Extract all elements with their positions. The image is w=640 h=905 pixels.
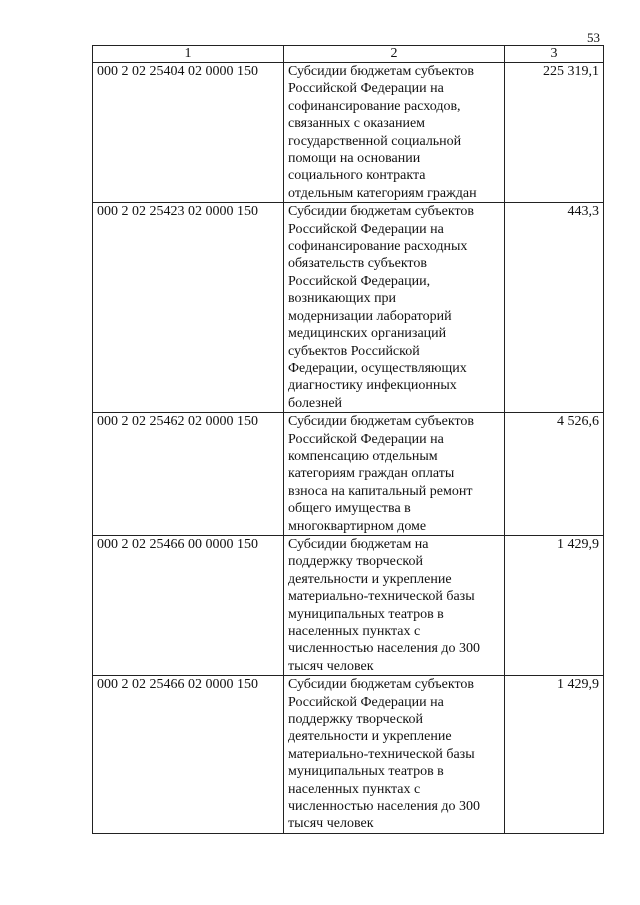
budget-classification-code: 000 2 02 25462 02 0000 150 [93, 413, 284, 536]
description-line: тысяч человек [288, 658, 374, 674]
description-line: софинансирование расходных [288, 239, 468, 255]
description-line: общего имущества в [288, 501, 411, 517]
header-column-3: 3 [505, 46, 604, 63]
description-line: социального контракта [288, 168, 426, 184]
description-line: модернизации лабораторий [288, 308, 452, 324]
budget-classification-code: 000 2 02 25466 00 0000 150 [93, 535, 284, 675]
description-line: связанных с оказанием [288, 116, 426, 132]
description-line: Субсидии бюджетам субъектов [288, 677, 475, 693]
description-line: материально-технической базы [288, 589, 475, 605]
amount-value: 1 429,9 [505, 676, 604, 834]
description-line: Субсидии бюджетам субъектов [288, 414, 475, 430]
description-line: Российской Федерации на [288, 431, 444, 447]
description-line: диагностику инфекционных [288, 378, 457, 394]
description-line: деятельности и укрепление [288, 571, 452, 587]
table-body [93, 63, 604, 834]
amount-value: 1 429,9 [505, 535, 604, 675]
amount-value: 4 526,6 [505, 413, 604, 536]
budget-classification-code: 000 2 02 25466 02 0000 150 [93, 676, 284, 834]
table-row [93, 203, 604, 413]
revenue-description [284, 413, 505, 536]
description-line: Российской Федерации на [288, 81, 444, 97]
table-row [93, 535, 604, 675]
description-line: Федерации, осуществляющих [288, 360, 467, 376]
description-line: поддержку творческой [288, 712, 424, 728]
amount-value: 443,3 [505, 203, 604, 413]
description-line: болезней [288, 395, 343, 411]
revenue-description [284, 203, 505, 413]
description-line: возникающих при [288, 291, 397, 307]
description-line: численностью населения до 300 [288, 641, 481, 657]
description-line: поддержку творческой [288, 554, 424, 570]
amount-value: 225 319,1 [505, 63, 604, 203]
page-number: 53 [587, 30, 600, 45]
description-line: деятельности и укрепление [288, 729, 452, 745]
description-line: муниципальных театров в [288, 764, 444, 780]
description-line: взноса на капитальный ремонт [288, 483, 473, 499]
table-row [93, 63, 604, 203]
description-line: многоквартирном доме [288, 518, 427, 534]
description-line: муниципальных театров в [288, 606, 444, 622]
description-line: софинансирование расходов, [288, 98, 461, 114]
description-line: медицинских организаций [288, 326, 447, 342]
description-line: Российской Федерации на [288, 694, 444, 710]
revenue-description [284, 676, 505, 834]
description-line: компенсацию отдельным [288, 448, 438, 464]
revenue-description [284, 63, 505, 203]
table-row [93, 413, 604, 536]
description-line: тысяч человек [288, 816, 374, 832]
description-line: помощи на основании [288, 151, 421, 167]
budget-classification-code: 000 2 02 25404 02 0000 150 [93, 63, 284, 203]
header-column-2: 2 [284, 46, 505, 63]
header-row [93, 46, 604, 63]
description-line: субъектов Российской [288, 343, 420, 359]
budget-table [92, 45, 604, 834]
description-line: категориям граждан оплаты [288, 466, 455, 482]
description-line: Субсидии бюджетам субъектов [288, 64, 475, 79]
description-line: Субсидии бюджетам на [288, 536, 429, 552]
table-header [93, 46, 604, 63]
budget-classification-code: 000 2 02 25423 02 0000 150 [93, 203, 284, 413]
description-line: населенных пунктах с [288, 624, 421, 639]
header-column-1: 1 [93, 46, 284, 63]
description-line: населенных пунктах с [288, 781, 421, 797]
description-line: Российской Федерации, [288, 273, 431, 289]
description-line: отдельным категориям граждан [288, 185, 477, 201]
description-line: Российской Федерации на [288, 221, 444, 237]
description-line: Субсидии бюджетам субъектов [288, 204, 475, 220]
description-line: материально-технической базы [288, 746, 475, 762]
description-line: численностью населения до 300 [288, 799, 481, 815]
description-line: обязательств субъектов [288, 256, 427, 272]
description-line: государственной социальной [288, 133, 462, 149]
revenue-description [284, 535, 505, 675]
table-row [93, 676, 604, 834]
